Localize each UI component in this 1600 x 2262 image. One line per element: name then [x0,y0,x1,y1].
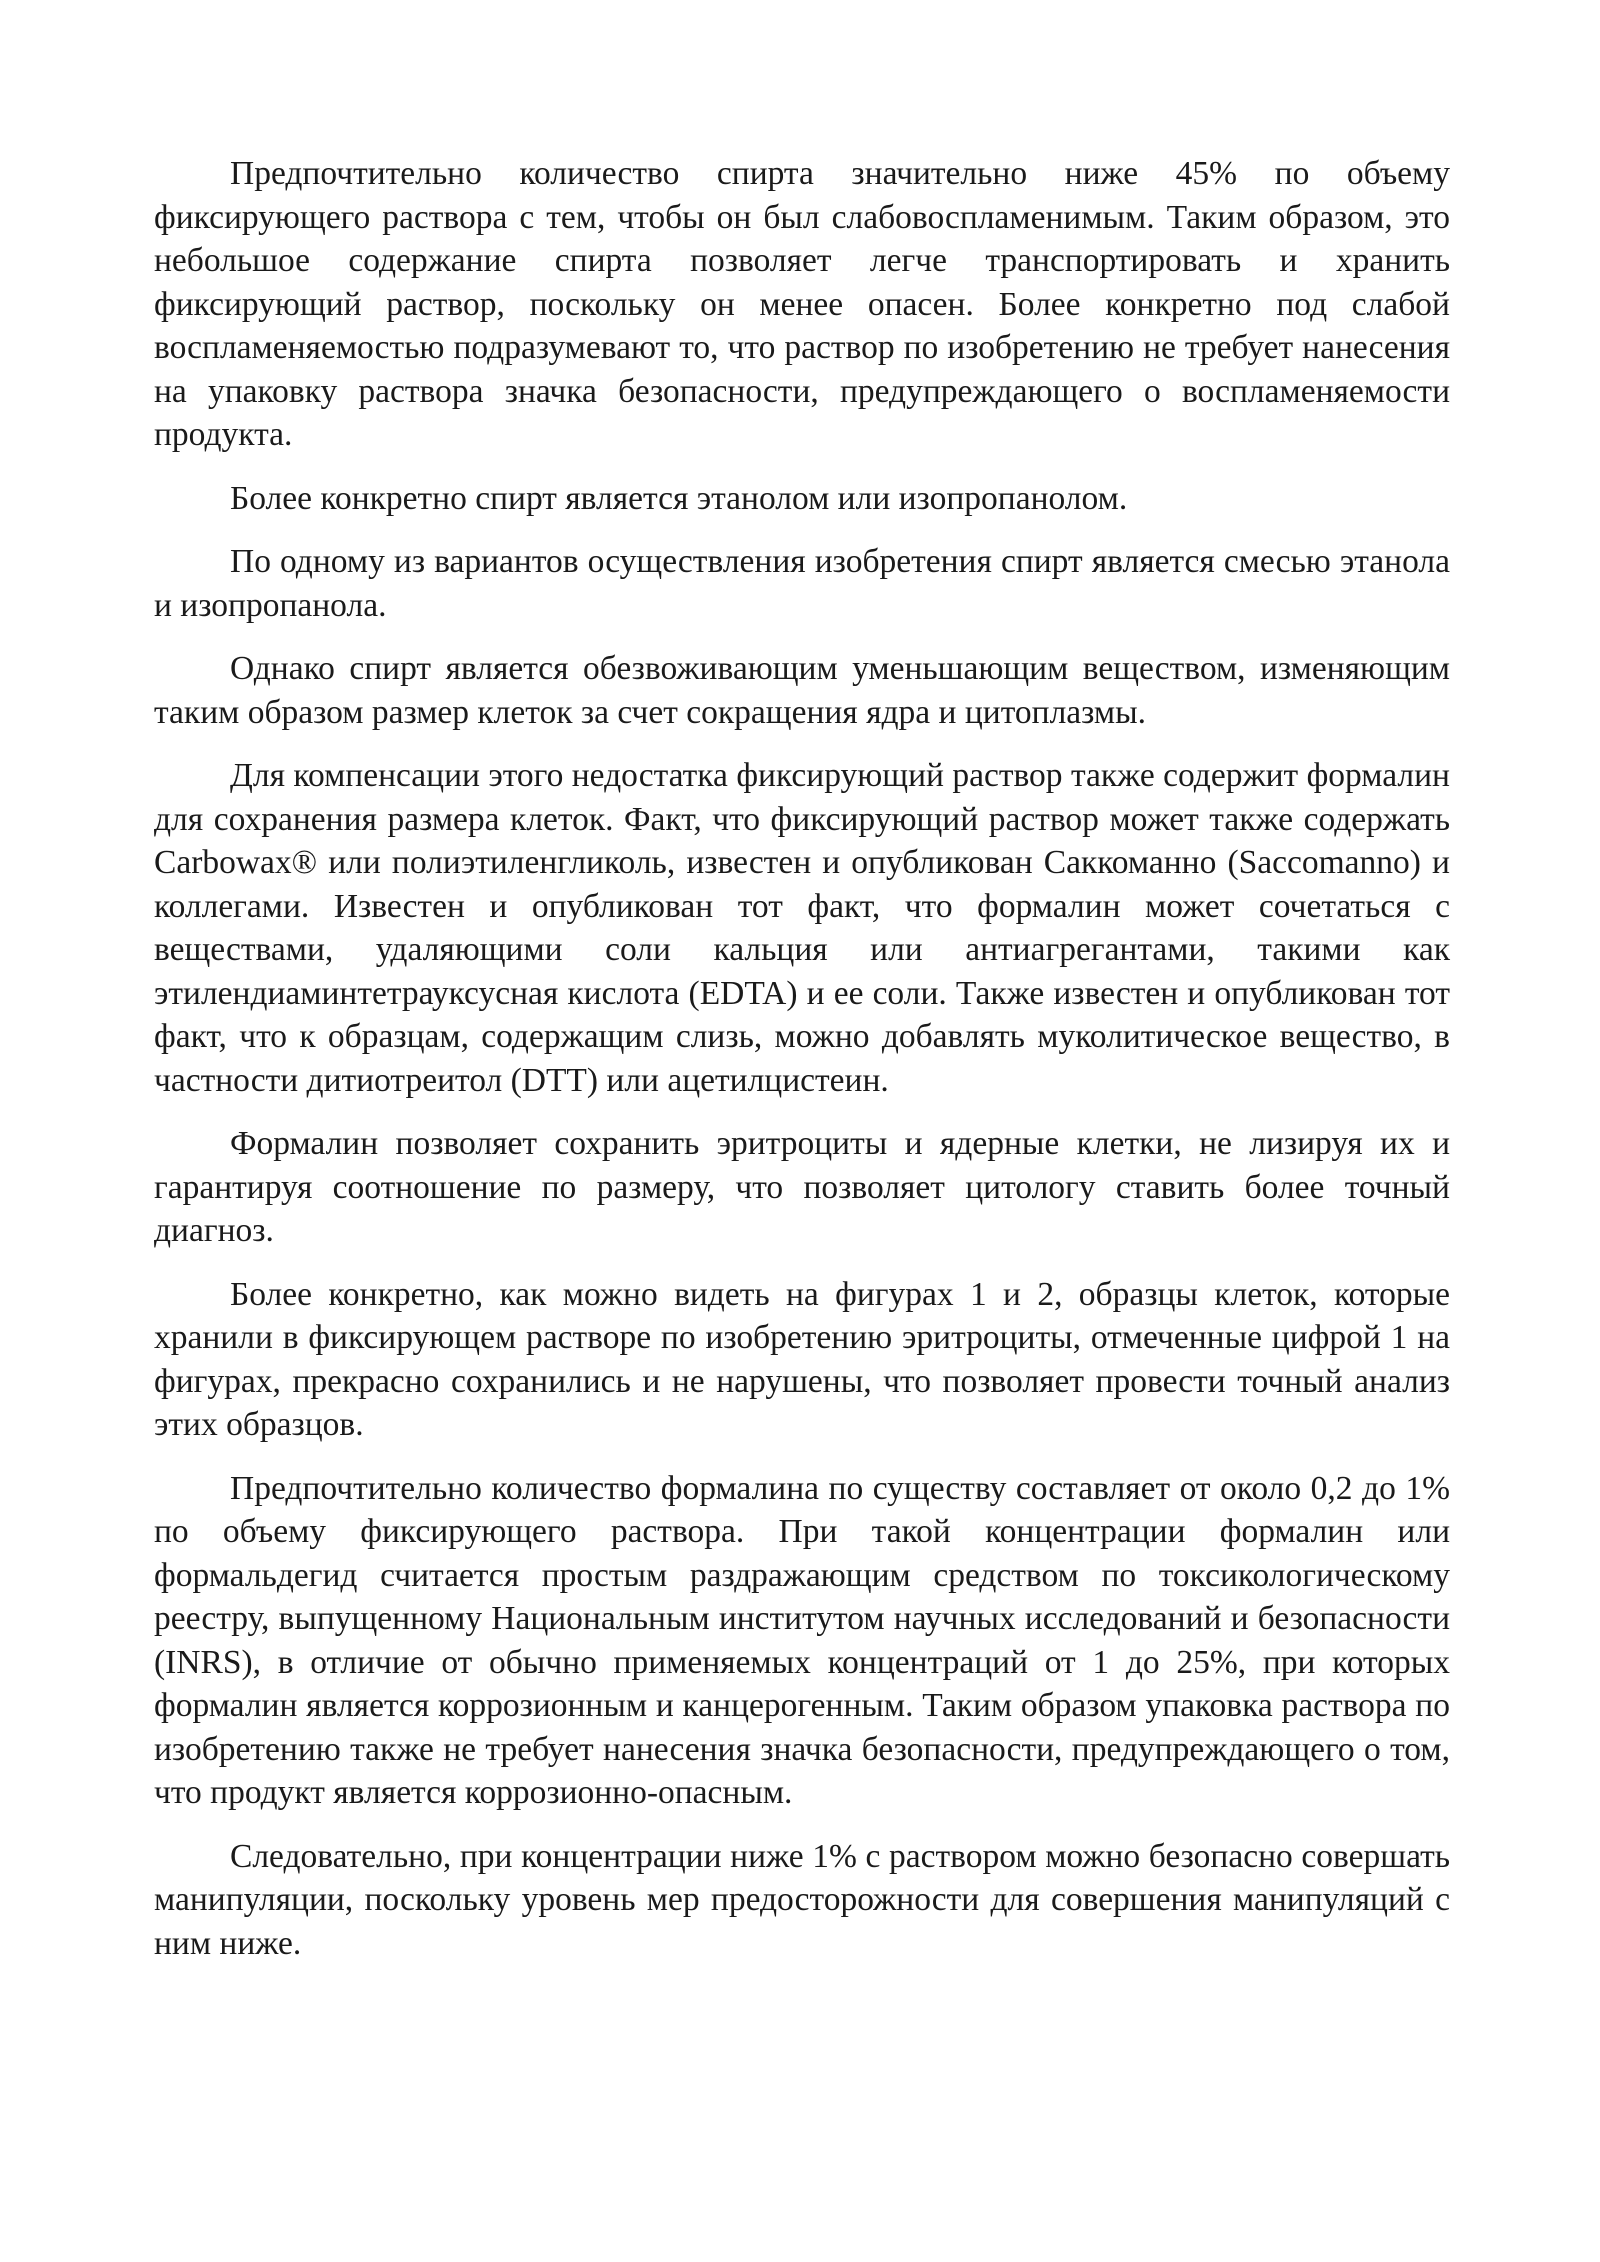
paragraph-formalin-amount: Предпочтительно количество формалина по существу составляет от около 0,2 до 1% по объему фиксирующего раствора. При такой концентрации формалин или формальдегид считается простым раздражающим средством по токсикологическому реестру, выпущенному Национальным институтом научных исследований и безопасности (INRS), в отличие от обычно применяемых концентраций от 1 до 25%, при которых формалин является коррозионным и канцерогенным. Таким образом упаковка раствора по изобретению также не требует нанесения значка безопасности, предупреждающего о том, что продукт является коррозионно-опасным. [154,1469,1450,1811]
paragraph-formalin-preservation: Формалин позволяет сохранить эритроциты и ядерные клетки, не лизируя их и гарантируя соотношение по размеру, что позволяет цитологу ставить более точный диагноз. [154,1125,1450,1249]
paragraph-alcohol-amount: Предпочтительно количество спирта значительно ниже 45% по объему фиксирующего раствора с тем, чтобы он был слабовоспламенимым. Таким образом, это небольшое содержание спирта позволяет легче транспортировать и хранить фиксирующий раствор, поскольку он менее опасен. Более конкретно под слабой воспламеняемостью подразумевают то, что раствор по изобретению не требует нанесения на упаковку раствора значка безопасности, предупреждающего о воспламеняемости продукта. [154,155,1450,453]
paragraph-safe-handling: Следовательно, при концентрации ниже 1% с раствором можно безопасно совершать манипуляции, поскольку уровень мер предосторожности для совершения манипуляций с ним ниже. [154,1837,1450,1962]
paragraph-alcohol-type: Более конкретно спирт является этанолом или изопропанолом. [230,479,1128,517]
paragraph-formalin-compensation: Для компенсации этого недостатка фиксирующий раствор также содержит формалин для сохранения размера клеток. Факт, что фиксирующий раствор может также содержать Carbowax® или полиэтиленгликоль, известен и опубликован Саккоманно (Saccomanno) и коллегами. Известен и опубликован тот факт, что формалин может сочетаться с веществами, удаляющими соли кальция или антиагрегантами, такими как этилендиаминтетрауксусная кислота (EDTA) и ее соли. Также известен и опубликован тот факт, что к образцам, содержащим слизь, можно добавлять муколитическое вещество, в частности дитиотреитол (DTT) или ацетилцистеин. [154,757,1450,1099]
paragraph-figures-reference: Более конкретно, как можно видеть на фигурах 1 и 2, образцы клеток, которые хранили в фиксирующем растворе по изобретению эритроциты, отмеченные цифрой 1 на фигурах, прекрасно сохранились и не нарушены, что позволяет провести точный анализ этих образцов. [154,1275,1450,1443]
paragraph-dehydrating-effect: Однако спирт является обезвоживающим уменьшающим веществом, изменяющим таким образом размер клеток за счет сокращения ядра и цитоплазмы. [154,650,1450,731]
document-body [154,152,1450,1985]
paragraph-alcohol-mixture: По одному из вариантов осуществления изобретения спирт является смесью этанола и изопропанола. [154,543,1450,624]
